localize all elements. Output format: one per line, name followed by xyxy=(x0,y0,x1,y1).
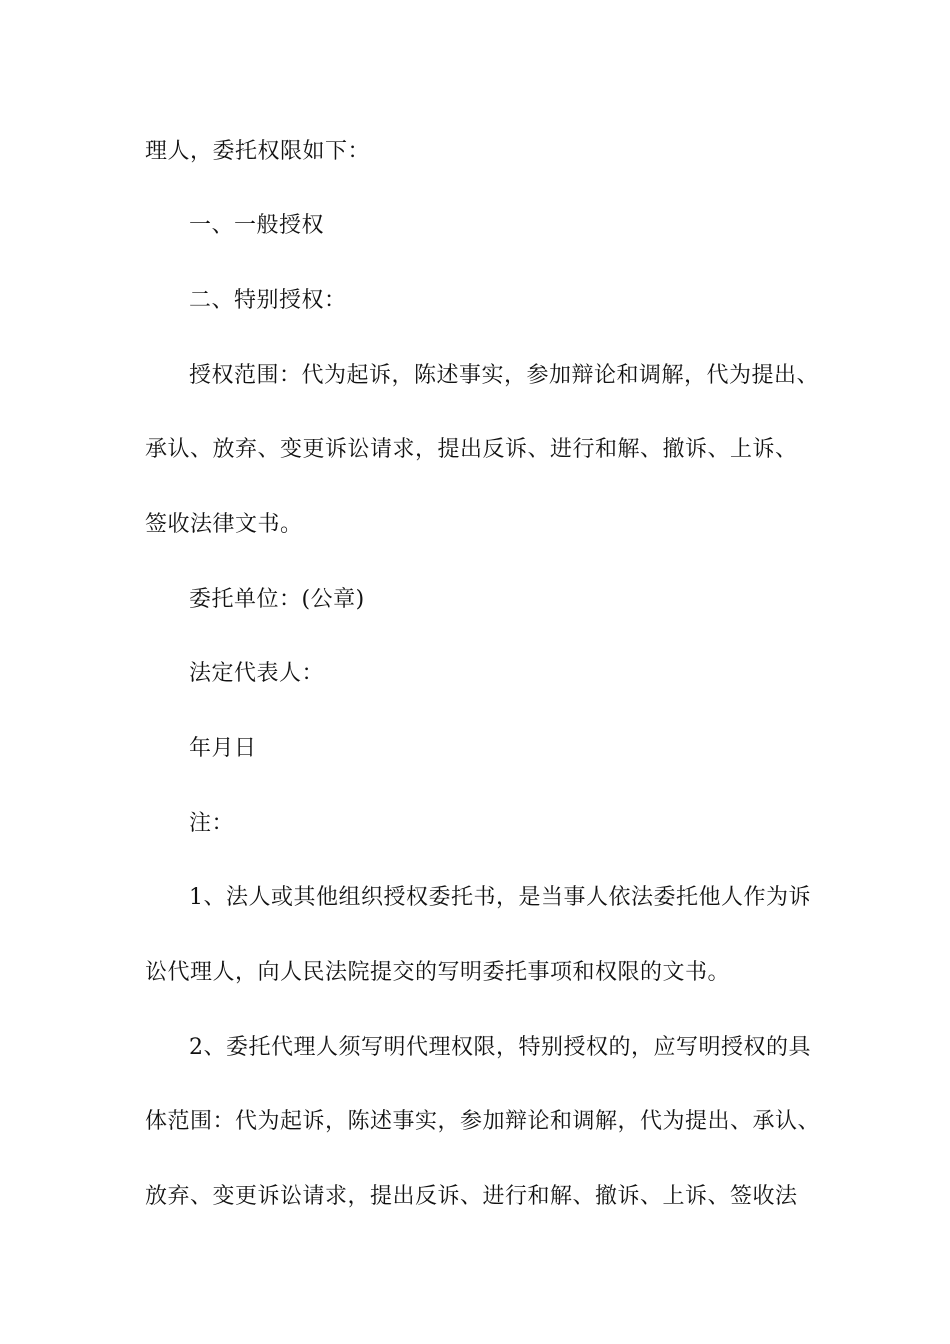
text-line: 体范围：代为起诉，陈述事实，参加辩论和调解，代为提出、承认、 xyxy=(145,1109,821,1134)
text-line: 授权范围：代为起诉，陈述事实，参加辩论和调解，代为提出、 xyxy=(189,363,820,388)
text-line: 理人，委托权限如下： xyxy=(145,139,371,164)
text-line: 讼代理人，向人民法院提交的写明委托事项和权限的文书。 xyxy=(145,960,731,985)
text-line: 一、一般授权 xyxy=(189,213,325,238)
text-line: 放弃、变更诉讼请求，提出反诉、进行和解、撤诉、上诉、签收法 xyxy=(145,1184,798,1209)
text-line: 年月日 xyxy=(189,736,257,761)
text-line: 2、委托代理人须写明代理权限，特别授权的，应写明授权的具 xyxy=(189,1035,811,1060)
text-line: 二、特别授权： xyxy=(189,288,347,313)
text-line: 委托单位：(公章) xyxy=(189,587,365,612)
text-line: 1、法人或其他组织授权委托书，是当事人依法委托他人作为诉 xyxy=(189,885,811,910)
text-line: 注： xyxy=(189,811,235,836)
text-line: 签收法律文书。 xyxy=(145,512,303,537)
text-line: 法定代表人： xyxy=(189,661,325,686)
text-line: 承认、放弃、变更诉讼请求，提出反诉、进行和解、撤诉、上诉、 xyxy=(145,437,798,462)
